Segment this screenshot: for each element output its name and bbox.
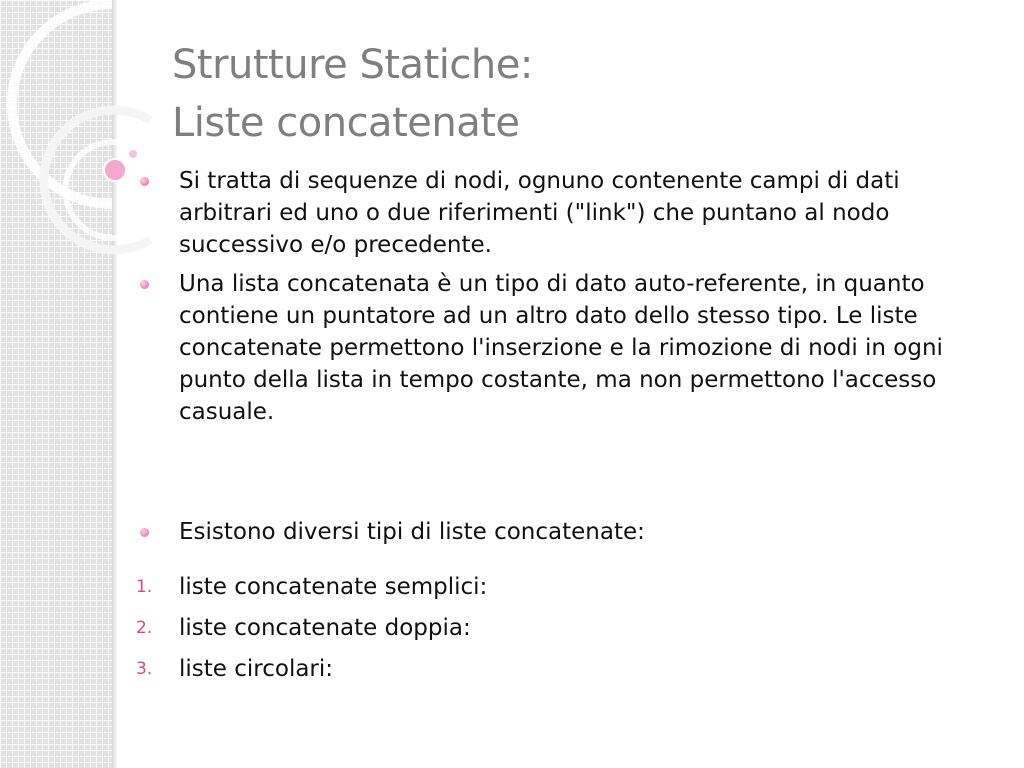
bullet-dot-icon [140,528,149,537]
bullet-item [136,165,996,261]
item-number: 3. [136,659,153,679]
numbered-text: liste concatenate doppia: [179,615,471,641]
bullet-text: Esistono diversi tipi di liste concatenate: [179,519,645,545]
bullet-text: Si tratta di sequenze di nodi, ognuno contenente campi di dati arbitrari ed uno o due riferimenti ("link") che puntano al nodo successivo e/o precedente. [179,168,900,258]
bullet-item [136,268,996,428]
bullet-dot-icon [140,177,149,186]
bullet-item [136,516,996,548]
bullet-text: Una lista concatenata è un tipo di dato auto-referente, in quanto contiene un puntatore ad un altro dato dello stesso tipo. Le liste concatenate permettono l'inserzione e la rimozione di nodi in ogni punto della lista in tempo costante, ma non permettono l'accesso casuale. [179,271,943,425]
sidebar-shadow [112,0,118,768]
slide-title [172,36,533,152]
numbered-text: liste concatenate semplici: [179,574,488,600]
title-line-1: Strutture Statiche: [172,42,533,88]
item-number: 2. [136,618,153,638]
decorative-sidebar [0,0,112,768]
numbered-item [136,612,996,644]
slide-body [136,165,996,685]
numbered-item [136,653,996,685]
pink-orb-small [129,150,137,158]
title-line-2: Liste concatenate [172,100,520,146]
numbered-item [136,571,996,603]
bullet-dot-icon [140,280,149,289]
numbered-text: liste circolari: [179,656,334,682]
item-number: 1. [136,577,153,597]
